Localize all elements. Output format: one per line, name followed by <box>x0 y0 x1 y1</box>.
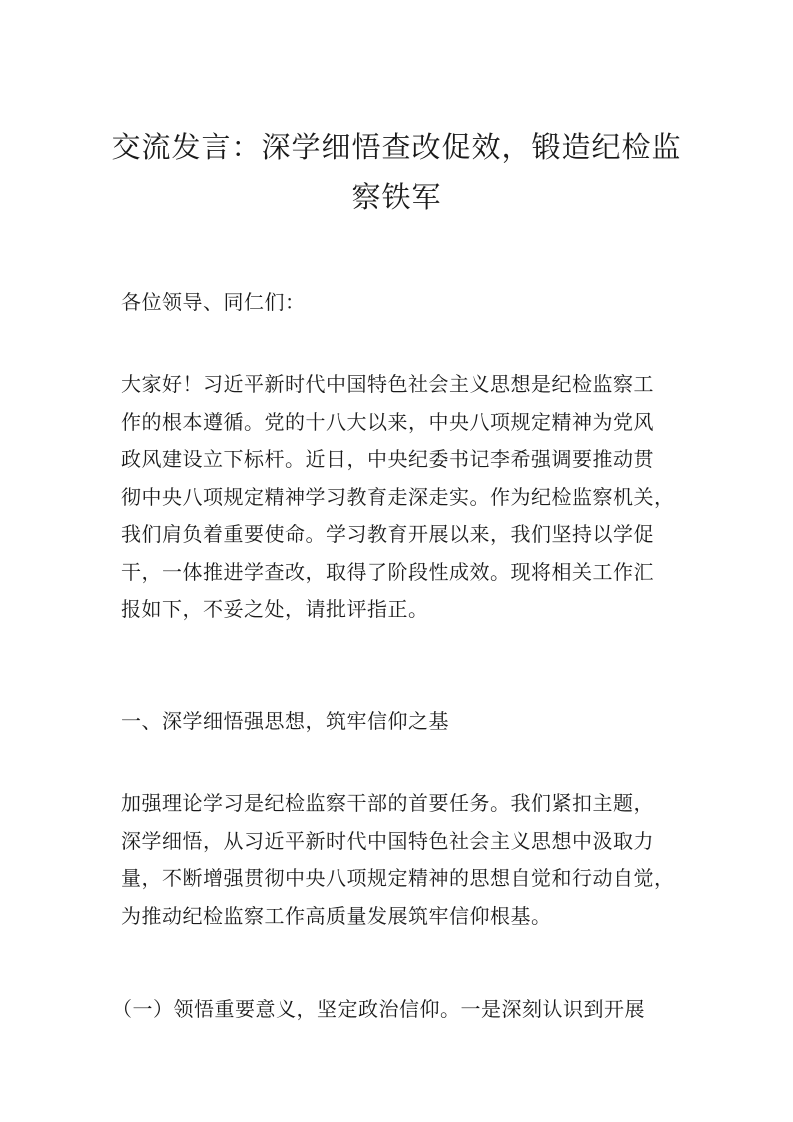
paragraph-line: 干，一体推进学查改，取得了阶段性成效。现将相关工作汇 <box>121 559 654 584</box>
paragraph-line: 量，不断增强贯彻中央八项规定精神的思想自觉和行动自觉， <box>121 866 675 890</box>
document-title <box>100 122 693 222</box>
salutation-text: 各位领导、同仁们： <box>121 290 306 314</box>
subsection-paragraph <box>112 991 672 1029</box>
salutation <box>121 284 681 322</box>
title-line-1: 交流发言：深学细悟查改促效，锻造纪检监 <box>111 130 682 164</box>
intro-paragraph <box>121 366 681 629</box>
section-heading-text: 一、深学细悟强思想，筑牢信仰之基 <box>121 709 449 733</box>
paragraph-line: 为推动纪检监察工作高质量发展筑牢信仰根基。 <box>121 903 552 928</box>
section-heading <box>121 703 681 741</box>
paragraph-line: 大家好！习近平新时代中国特色社会主义思想是纪检监察工 <box>121 372 654 396</box>
paragraph-line: 彻中央八项规定精神学习教育走深走实。作为纪检监察机关， <box>121 484 675 509</box>
title-line-2: 察铁军 <box>351 180 442 214</box>
paragraph-line: 我们肩负着重要使命。学习教育开展以来，我们坚持以学促 <box>121 522 654 546</box>
paragraph-line: 深学细悟，从习近平新时代中国特色社会主义思想中汲取力 <box>121 828 654 853</box>
paragraph-line: （一）领悟重要意义，坚定政治信仰。一是深刻认识到开展 <box>112 997 645 1021</box>
paragraph-line: 报如下，不妥之处，请批评指正。 <box>121 597 429 621</box>
paragraph-line: 加强理论学习是纪检监察干部的首要任务。我们紧扣主题， <box>121 791 654 815</box>
paragraph-line: 作的根本遵循。党的十八大以来，中央八项规定精神为党风 <box>121 409 654 434</box>
section-paragraph <box>121 785 681 935</box>
paragraph-line: 政风建设立下标杆。近日，中央纪委书记李希强调要推动贯 <box>121 447 654 471</box>
